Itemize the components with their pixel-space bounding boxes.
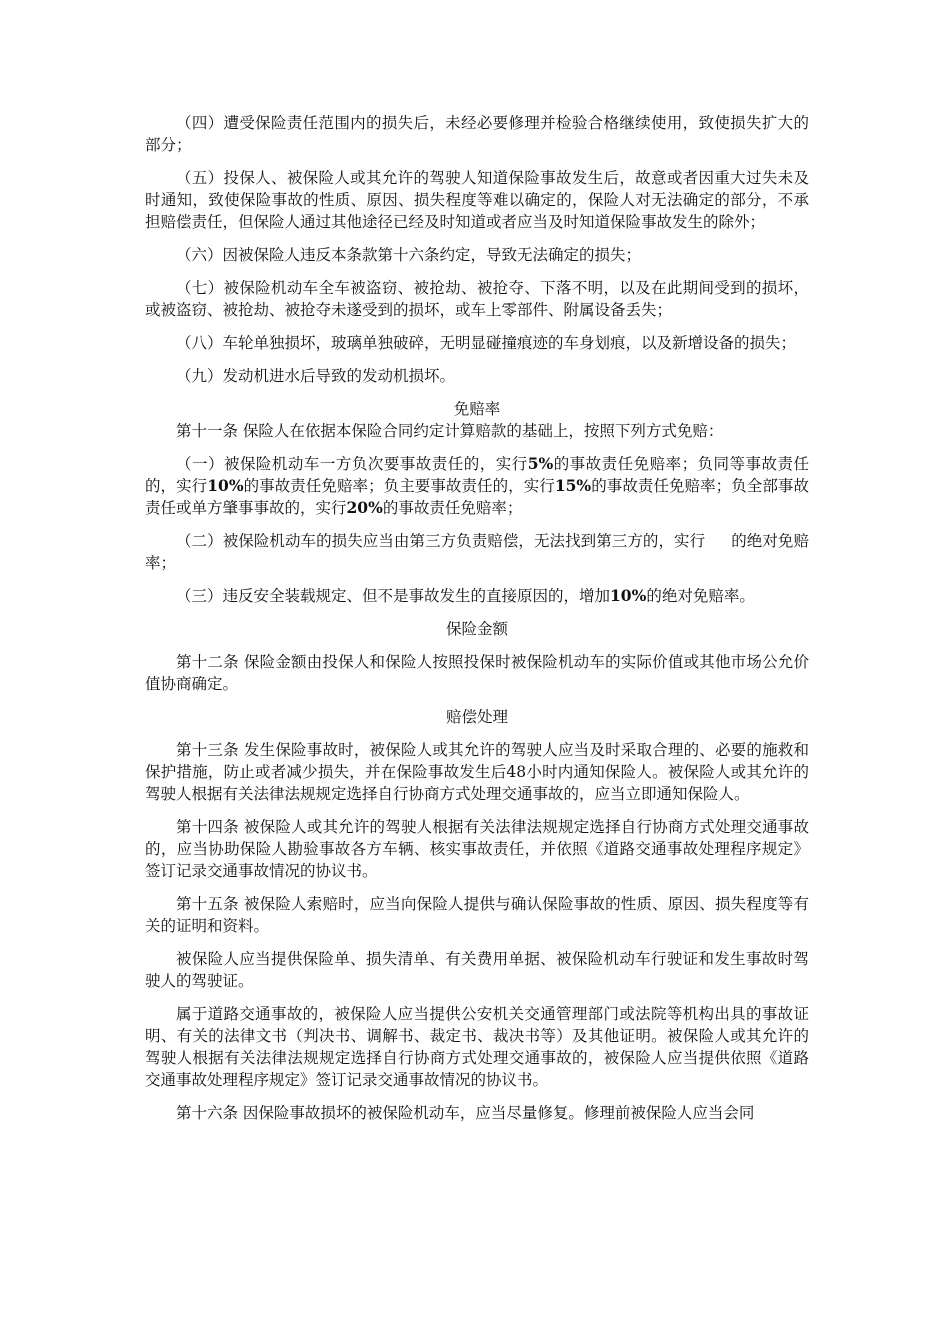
exclusion-item-9: （九）发动机进水后导致的发动机损坏。 [176, 367, 456, 385]
deductible-item-2-text-a: （二）被保险机动车的损失应当由第三方负责赔偿，无法找到第三方的，实行 [176, 532, 706, 550]
deductible-item-1 [145, 453, 809, 519]
exclusion-item-8: （八）车轮单独损坏，玻璃单独破碎，无明显碰撞痕迹的车身划痕，以及新增设备的损失； [176, 334, 797, 352]
deductible-item-1-text-d: 的事故责任免赔率；负全部事故责任或单方肇事事故的，实行 [145, 477, 809, 517]
article-15-paragraph-3: 属于道路交通事故的，被保险人应当提供公安机关交通管理部门或法院等机构出具的事故证明、有关的法律文书（判决书、调解书、裁定书、裁决书等）及其他证明。被保险人或其允许的驾驶人根据有关法律法规规定选择自行协商方式处理交通事故的，被保险人应当提供依照《道路交通事故处理程序规定》签订记录交通事故情况的协议书。 [145, 1005, 809, 1089]
article-15-paragraph-2: 被保险人应当提供保险单、损失清单、有关费用单据、被保险机动车行驶证和发生事故时驾驶人的驾驶证。 [145, 950, 809, 990]
deductible-item-1-text-a: （一）被保险机动车一方负次要事故责任的，实行 [176, 455, 528, 473]
article-12: 第十二条 保险金额由投保人和保险人按照投保时被保险机动车的实际价值或其他市场公允价值协商确定。 [145, 653, 809, 693]
deductible-rate-extra-10: 10% [610, 586, 647, 605]
deductible-rate-5: 5% [527, 454, 554, 473]
deductible-item-1-text-c: 的事故责任免赔率；负主要事故责任的，实行 [243, 477, 555, 495]
section-heading-claims: 赔偿处理 [445, 708, 508, 726]
deductible-rate-15: 15% [554, 476, 592, 495]
section-heading-deductible: 免赔率 [453, 400, 501, 418]
exclusion-item-4: （四）遭受保险责任范围内的损失后，未经必要修理并检验合格继续使用，致使损失扩大的部分； [145, 114, 809, 154]
deductible-item-3-text-b: 的绝对免赔率。 [646, 587, 755, 605]
deductible-item-1-text-e: 的事故责任免赔率； [382, 499, 523, 517]
deductible-rate-20: 20% [346, 498, 383, 517]
article-11: 第十一条 保险人在依据本保险合同约定计算赔款的基础上，按照下列方式免赔： [176, 422, 724, 440]
article-14: 第十四条 被保险人或其允许的驾驶人根据有关法律法规规定选择自行协商方式处理交通事故的，应当协助保险人勘验事故各方车辆、核实事故责任，并依照《道路交通事故处理程序规定》签订记录交通事故情况的协议书。 [145, 818, 809, 880]
exclusion-item-7: （七）被保险机动车全车被盗窃、被抢劫、被抢夺、下落不明，以及在此期间受到的损坏，或被盗窃、被抢劫、被抢夺未遂受到的损坏，或车上零部件、附属设备丢失； [145, 279, 809, 319]
deductible-item-2 [145, 530, 809, 574]
section-heading-insured-amount: 保险金额 [445, 620, 508, 638]
deductible-item-2-text-b: 的绝对免赔率； [145, 532, 809, 572]
deductible-item-1-text-b: 的事故责任免赔率；负同等事故责任的，实行 [145, 455, 809, 495]
exclusion-item-5: （五）投保人、被保险人或其允许的驾驶人知道保险事故发生后，故意或者因重大过失未及时通知，致使保险事故的性质、原因、损失程度等难以确定的，保险人对无法确定的部分，不承担赔偿责任，但保险人通过其他途径已经及时知道或者应当及时知道保险事故发生的除外； [145, 169, 809, 231]
article-15: 第十五条 被保险人索赔时，应当向保险人提供与确认保险事故的性质、原因、损失程度等有关的证明和资料。 [145, 895, 809, 935]
document-body [145, 112, 809, 1124]
deductible-rate-10: 10% [207, 476, 244, 495]
article-13: 第十三条 发生保险事故时，被保险人或其允许的驾驶人应当及时采取合理的、必要的施救和保护措施，防止或者减少损失，并在保险事故发生后48小时内通知保险人。被保险人或其允许的驾驶人根据有关法律法规规定选择自行协商方式处理交通事故的，应当立即通知保险人。 [145, 741, 809, 803]
deductible-item-3 [145, 585, 809, 607]
article-16: 第十六条 因保险事故损坏的被保险机动车，应当尽量修复。修理前被保险人应当会同 [176, 1104, 755, 1122]
exclusion-item-6: （六）因被保险人违反本条款第十六条约定，导致无法确定的损失； [176, 246, 642, 264]
deductible-item-3-text-a: （三）违反安全装载规定、但不是事故发生的直接原因的，增加 [176, 587, 611, 605]
